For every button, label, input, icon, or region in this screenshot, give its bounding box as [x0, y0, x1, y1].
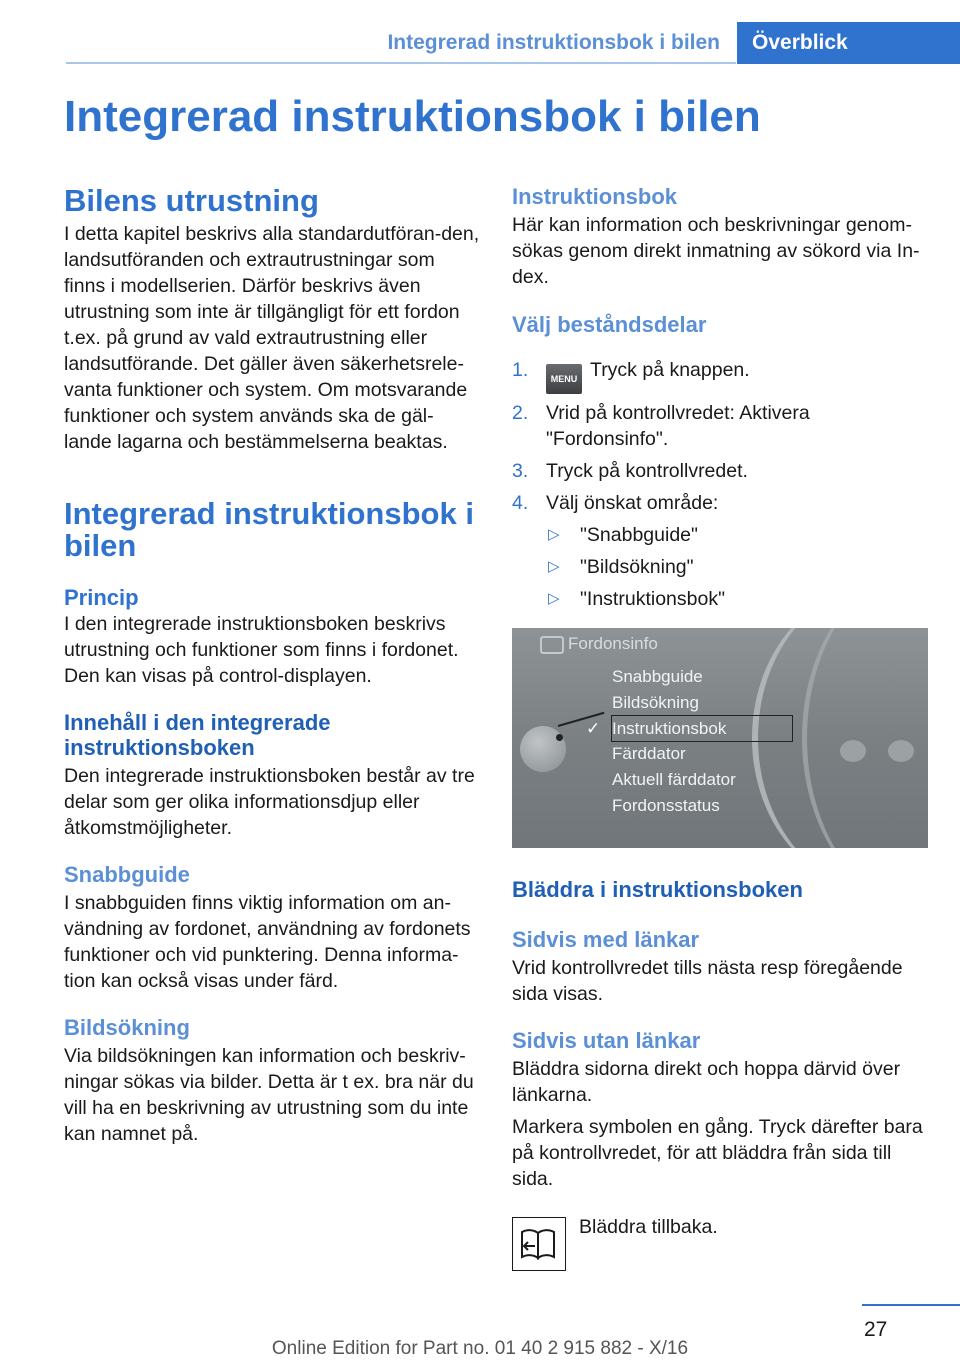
- paragraph-innehall: Den integrerade instruktionsboken består av tre delar som ger olika informationsdjup eller åtkomstmöjligheter.: [64, 765, 475, 839]
- screen-menu-item[interactable]: Bildsökning: [612, 692, 699, 712]
- heading-instruktionsbok: Instruktionsbok: [512, 184, 678, 209]
- callout-dot: [556, 734, 563, 741]
- heading-bilens-utrustning: Bilens utrustning: [64, 183, 319, 218]
- triangle-bullet-icon: ▷: [548, 526, 560, 543]
- heading-utan-lankar: Sidvis utan länkar: [512, 1028, 701, 1053]
- step-number: 3.: [512, 460, 529, 482]
- step-number: 1.: [512, 359, 529, 381]
- paragraph-utan-lankar-2: Markera symbolen en gång. Tryck därefter bara på kontrollvredet, för att bläddra från sida till sida.: [512, 1116, 923, 1190]
- book-back-label: Bläddra tillbaka.: [579, 1216, 718, 1238]
- screen-side-icon: [840, 740, 866, 762]
- bullet-item: [512, 554, 930, 580]
- left-column: [64, 184, 480, 1147]
- heading-innehall: Innehåll i den integrerade instruktionsboken: [64, 710, 331, 760]
- step-text: Vrid på kontrollvredet: Aktivera "Fordonsinfo".: [546, 402, 810, 450]
- paragraph-utan-lankar-1: Bläddra sidorna direkt och hoppa därvid över länkarna.: [512, 1058, 901, 1106]
- step-item: [512, 400, 930, 452]
- heading-med-lankar: Sidvis med länkar: [512, 927, 700, 952]
- header-tab-overblick[interactable]: Överblick: [737, 22, 960, 64]
- screen-menu-item[interactable]: Snabbguide: [612, 667, 703, 686]
- paragraph-princip: I den integrerade instruktionsboken beskrivs utrustning och funktioner som finns i fordonet. Den kan visas på control-displayen.: [64, 613, 459, 687]
- paragraph-med-lankar: Vrid kontrollvredet tills nästa resp föregående sida visas.: [512, 957, 903, 1005]
- screen-side-icon: [888, 740, 914, 762]
- step-text: Tryck på knappen.: [590, 359, 750, 381]
- screen-menu-item-selected[interactable]: [586, 716, 792, 742]
- step-number: 4.: [512, 492, 529, 514]
- screen-menu-item[interactable]: Fordonsstatus: [612, 795, 720, 815]
- footer-rule: [862, 1304, 960, 1306]
- bullet-text: "Snabbguide": [580, 524, 698, 546]
- screen-menu-item[interactable]: Aktuell färddator: [612, 770, 736, 790]
- check-icon: ✓: [586, 718, 601, 738]
- step-item: [512, 357, 930, 394]
- step-number: 2.: [512, 402, 529, 424]
- step-item: [512, 490, 930, 516]
- bullet-item: [512, 522, 930, 548]
- right-column-lower: [512, 877, 930, 1192]
- heading-bildsokning: Bildsökning: [64, 1015, 190, 1040]
- menu-button-icon: MENU: [546, 364, 582, 394]
- bullet-text: "Instruktionsbok": [580, 588, 725, 610]
- heading-integrerad-instruktionsbok: Integrerad instruktionsbok i bilen: [64, 496, 474, 563]
- heading-snabbguide: Snabbguide: [64, 862, 190, 887]
- footer-edition: Online Edition for Part no. 01 40 2 915 882 - X/16: [271, 1338, 689, 1359]
- page-title: Integrerad instruktionsbok i bilen: [64, 92, 761, 141]
- paragraph-bildsokning: Via bildsökningen kan information och beskriv-ningar sökas via bilder. Detta är t ex. bra när du vill ha en beskrivning av utrustning som du inte kan namnet på.: [64, 1045, 474, 1145]
- right-column: [512, 184, 930, 612]
- heading-valj-bestandsdelar: Välj beståndsdelar: [512, 312, 707, 337]
- book-back-icon: [512, 1217, 566, 1271]
- screen-menu-item[interactable]: Färddator: [612, 744, 686, 764]
- paragraph-snabbguide: I snabbguiden finns viktig information om an-vändning av fordonet, användning av fordonets funktioner och vid punktering. Denna informa-tion kan också visas under färd.: [64, 892, 471, 992]
- vehicle-info-icon: [540, 636, 564, 654]
- step-text: Välj önskat område:: [546, 492, 719, 514]
- step-text: Tryck på kontrollvredet.: [546, 460, 748, 482]
- heading-bladdra: Bläddra i instruktionsboken: [512, 877, 803, 902]
- book-icon-graphic: [513, 1218, 564, 1269]
- bullet-item: [512, 586, 930, 612]
- paragraph-instruktionsbok: Här kan information och beskrivningar genom-sökas genom direkt inmatning av sökord via In-dex.: [512, 214, 920, 288]
- screen-menu: [586, 664, 792, 819]
- heading-princip: Princip: [64, 585, 139, 610]
- triangle-bullet-icon: ▷: [548, 590, 560, 607]
- controller-knob-icon: [520, 726, 566, 772]
- screen-menu-item-label: Instruktionsbok: [612, 718, 727, 738]
- triangle-bullet-icon: ▷: [548, 558, 560, 575]
- bullet-text: "Bildsökning": [580, 556, 694, 578]
- control-display-screenshot: [512, 628, 928, 848]
- step-item: [512, 458, 930, 484]
- steps-list: [512, 357, 930, 612]
- screen-title: Fordonsinfo: [568, 634, 658, 653]
- header-section-title: Integrerad instruktionsbok i bilen: [387, 31, 720, 54]
- page-number: 27: [864, 1318, 888, 1341]
- paragraph-bilens-utrustning: I detta kapitel beskrivs alla standardutföran-den, landsutföranden och extrautrustningar som finns i modellserien. Därför beskrivs även utrustning som inte är tillgängligt för ett fordon t.ex. på grund av vald extrautrustning eller landsutförande. Det gäller även säkerhetsrele-vanta funktioner och system. Om motsvarande funktioner och system används ska de gäl-lande lagarna och bestämmelserna beaktas.: [64, 223, 480, 453]
